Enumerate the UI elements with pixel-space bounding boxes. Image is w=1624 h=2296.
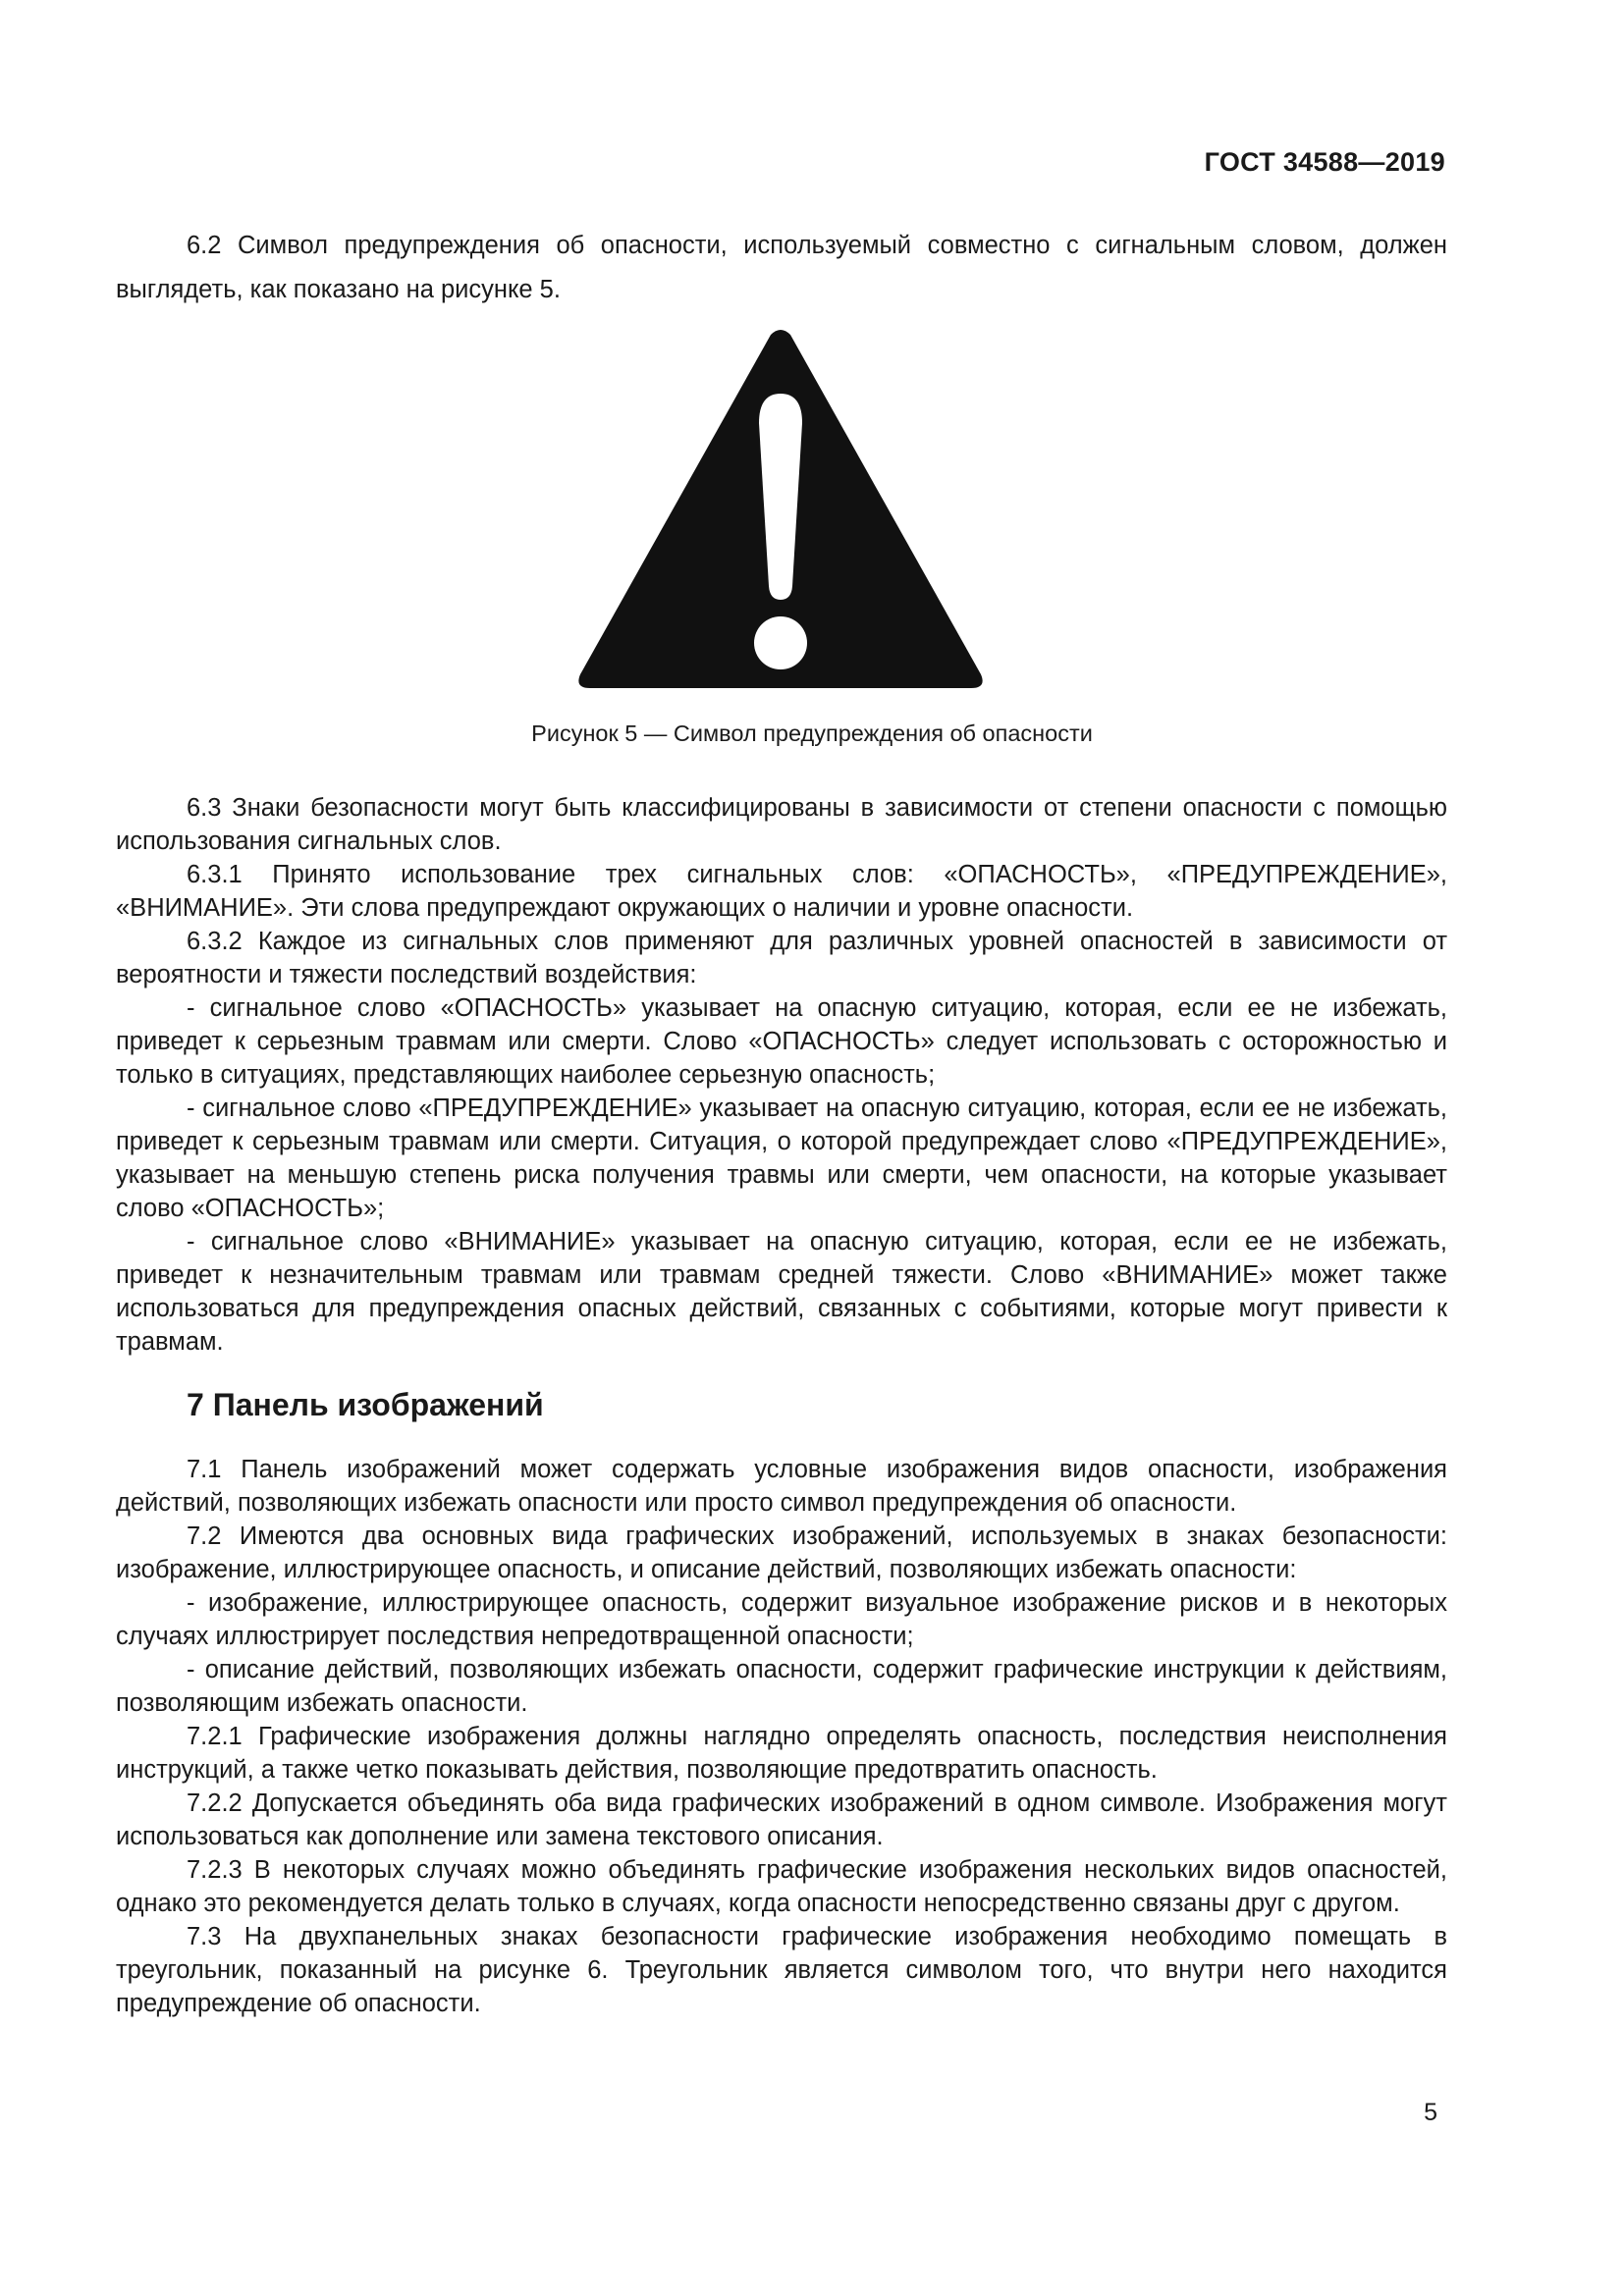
paragraph-7-2-2: 7.2.2 Допускается объединять оба вида графических изображений в одном символе. Изображения могут использоваться как дополнение или замена текстового описания. <box>116 1789 1447 1850</box>
section-7-heading: 7 Панель изображений <box>187 1387 544 1422</box>
page-number: 5 <box>1424 2099 1437 2126</box>
paragraph-6-3-2: 6.3.2 Каждое из сигнальных слов применяют для различных уровней опасностей в зависимости от вероятности и тяжести последствий воздействия: <box>116 928 1447 988</box>
paragraph-7-3: 7.3 На двухпанельных знаках безопасности графические изображения необходимо помещать в треугольник, показанный на рисунке 6. Треугольник является символом того, что внутри него находится предупреждение об опасности. <box>116 1923 1447 2017</box>
list-item-hazard-image: - изображение, иллюстрирующее опасность, содержит визуальное изображение рисков и в некоторых случаях иллюстрирует последствия непредотвращенной опасности; <box>116 1589 1447 1650</box>
section-6-body <box>116 791 1447 1359</box>
list-item-danger: - сигнальное слово «ОПАСНОСТЬ» указывает на опасную ситуацию, которая, если ее не избежать, приведет к серьезным травмам или смерти. Слово «ОПАСНОСТЬ» следует использовать с осторожностью и только в ситуациях, представляющих наиболее серьезную опасность; <box>116 994 1447 1089</box>
intro-section <box>116 224 1447 312</box>
paragraph-6-3-1: 6.3.1 Принято использование трех сигнальных слов: «ОПАСНОСТЬ», «ПРЕДУПРЕЖДЕНИЕ», «ВНИМАНИЕ». Эти слова предупреждают окружающих о наличии и уровне опасности. <box>116 861 1447 922</box>
warning-triangle-exclamation-icon <box>574 329 987 694</box>
list-item-avoidance-image: - описание действий, позволяющих избежать опасности, содержит графические инструкции к действиям, позволяющим избежать опасности. <box>116 1656 1447 1717</box>
figure-caption: Рисунок 5 — Символ предупреждения об опасности <box>531 721 1093 746</box>
list-item-warning: - сигнальное слово «ПРЕДУПРЕЖДЕНИЕ» указывает на опасную ситуацию, которая, если ее не избежать, приведет к серьезным травмам или смерти. Ситуация, о которой предупреждает слово «ПРЕДУПРЕЖДЕНИЕ», указывает на меньшую степень риска получения травмы или смерти, чем опасности, на которые указывает слово «ОПАСНОСТЬ»; <box>116 1095 1447 1222</box>
list-item-caution: - сигнальное слово «ВНИМАНИЕ» указывает на опасную ситуацию, которая, если ее не избежать, приведет к незначительным травмам или травмам средней тяжести. Слово «ВНИМАНИЕ» может также использоваться для предупреждения опасных действий, связанных с событиями, которые могут привести к травмам. <box>116 1228 1447 1356</box>
paragraph-7-2: 7.2 Имеются два основных вида графических изображений, используемых в знаках безопасности: изображение, иллюстрирующее опасность, и описание действий, позволяющих избежать опасности: <box>116 1522 1447 1583</box>
paragraph-6-2: 6.2 Символ предупреждения об опасности, используемый совместно с сигнальным словом, должен выглядеть, как показано на рисунке 5. <box>116 232 1447 303</box>
paragraph-7-2-3: 7.2.3 В некоторых случаях можно объединять графические изображения нескольких видов опасностей, однако это рекомендуется делать только в случаях, когда опасности непосредственно связаны друг с другом. <box>116 1856 1447 1917</box>
section-7-body <box>116 1453 1447 2020</box>
paragraph-7-2-1: 7.2.1 Графические изображения должны наглядно определять опасность, последствия неисполнения инструкций, а также четко показывать действия, позволяющие предотвратить опасность. <box>116 1723 1447 1784</box>
paragraph-6-3: 6.3 Знаки безопасности могут быть классифицированы в зависимости от степени опасности с помощью использования сигнальных слов. <box>116 794 1447 855</box>
standard-code-header: ГОСТ 34588—2019 <box>1204 147 1445 177</box>
paragraph-7-1: 7.1 Панель изображений может содержать условные изображения видов опасности, изображения действий, позволяющих избежать опасности или просто символ предупреждения об опасности. <box>116 1456 1447 1517</box>
